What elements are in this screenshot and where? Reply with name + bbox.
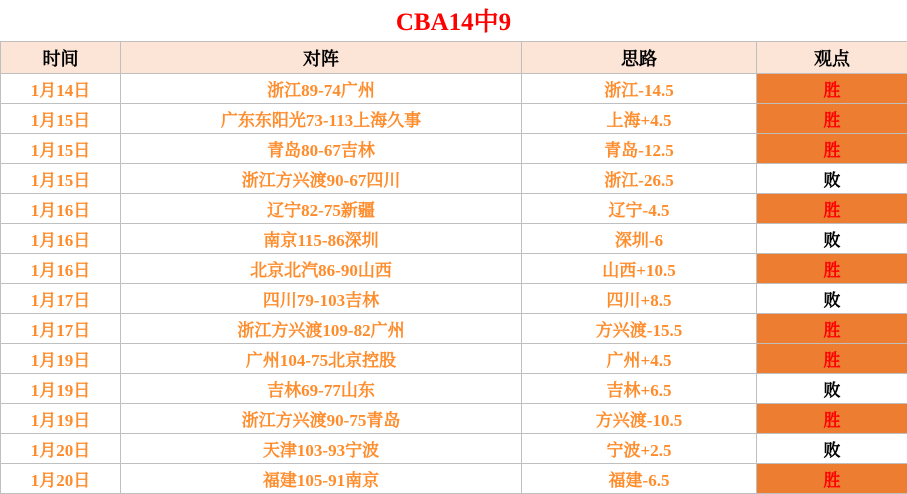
cell-view: 败: [757, 224, 907, 254]
cell-match: 浙江89-74广州: [121, 74, 522, 104]
cell-time: 1月19日: [1, 404, 121, 434]
cell-idea: 吉林+6.5: [522, 374, 757, 404]
column-header-view: 观点: [757, 42, 907, 74]
cell-match: 南京115-86深圳: [121, 224, 522, 254]
cell-idea: 浙江-14.5: [522, 74, 757, 104]
cell-match: 青岛80-67吉林: [121, 134, 522, 164]
cell-time: 1月20日: [1, 464, 121, 494]
cell-idea: 福建-6.5: [522, 464, 757, 494]
cell-idea: 方兴渡-15.5: [522, 314, 757, 344]
cell-time: 1月17日: [1, 314, 121, 344]
cell-view: 胜: [757, 314, 907, 344]
header-row: [1, 42, 907, 74]
table-row: [1, 464, 907, 494]
cell-view: 胜: [757, 74, 907, 104]
cell-view: 胜: [757, 134, 907, 164]
results-table: [0, 41, 907, 494]
cell-time: 1月16日: [1, 254, 121, 284]
cell-idea: 浙江-26.5: [522, 164, 757, 194]
table-row: [1, 224, 907, 254]
cell-view: 胜: [757, 464, 907, 494]
cell-view: 胜: [757, 194, 907, 224]
cell-match: 浙江方兴渡90-67四川: [121, 164, 522, 194]
table-row: [1, 404, 907, 434]
cell-time: 1月15日: [1, 104, 121, 134]
cell-idea: 辽宁-4.5: [522, 194, 757, 224]
cell-time: 1月19日: [1, 374, 121, 404]
cell-view: 胜: [757, 104, 907, 134]
table-row: [1, 164, 907, 194]
column-header-time: 时间: [1, 42, 121, 74]
cell-idea: 广州+4.5: [522, 344, 757, 374]
cell-match: 辽宁82-75新疆: [121, 194, 522, 224]
cell-idea: 四川+8.5: [522, 284, 757, 314]
cell-idea: 青岛-12.5: [522, 134, 757, 164]
table-body: [1, 74, 907, 494]
table-row: [1, 194, 907, 224]
cell-time: 1月14日: [1, 74, 121, 104]
cell-view: 胜: [757, 254, 907, 284]
cell-idea: 上海+4.5: [522, 104, 757, 134]
cell-time: 1月17日: [1, 284, 121, 314]
cell-view: 败: [757, 374, 907, 404]
cell-match: 浙江方兴渡90-75青岛: [121, 404, 522, 434]
cell-time: 1月20日: [1, 434, 121, 464]
cell-idea: 深圳-6: [522, 224, 757, 254]
table-row: [1, 434, 907, 464]
cell-idea: 方兴渡-10.5: [522, 404, 757, 434]
cell-idea: 山西+10.5: [522, 254, 757, 284]
cell-view: 胜: [757, 404, 907, 434]
cell-view: 败: [757, 434, 907, 464]
cell-match: 四川79-103吉林: [121, 284, 522, 314]
table-row: [1, 74, 907, 104]
cell-time: 1月15日: [1, 164, 121, 194]
table-row: [1, 254, 907, 284]
cell-match: 吉林69-77山东: [121, 374, 522, 404]
table-row: [1, 314, 907, 344]
table-row: [1, 284, 907, 314]
cell-match: 广东东阳光73-113上海久事: [121, 104, 522, 134]
cell-match: 福建105-91南京: [121, 464, 522, 494]
cell-match: 广州104-75北京控股: [121, 344, 522, 374]
cell-idea: 宁波+2.5: [522, 434, 757, 464]
cell-view: 败: [757, 284, 907, 314]
page-title: CBA14中9: [0, 0, 907, 41]
table-row: [1, 104, 907, 134]
table-row: [1, 344, 907, 374]
cell-time: 1月16日: [1, 224, 121, 254]
cell-match: 天津103-93宁波: [121, 434, 522, 464]
cell-time: 1月19日: [1, 344, 121, 374]
table-row: [1, 134, 907, 164]
table-row: [1, 374, 907, 404]
cell-view: 胜: [757, 344, 907, 374]
cell-match: 浙江方兴渡109-82广州: [121, 314, 522, 344]
column-header-idea: 思路: [522, 42, 757, 74]
column-header-match: 对阵: [121, 42, 522, 74]
cell-time: 1月16日: [1, 194, 121, 224]
cell-match: 北京北汽86-90山西: [121, 254, 522, 284]
cell-view: 败: [757, 164, 907, 194]
table-header: [1, 42, 907, 74]
cell-time: 1月15日: [1, 134, 121, 164]
